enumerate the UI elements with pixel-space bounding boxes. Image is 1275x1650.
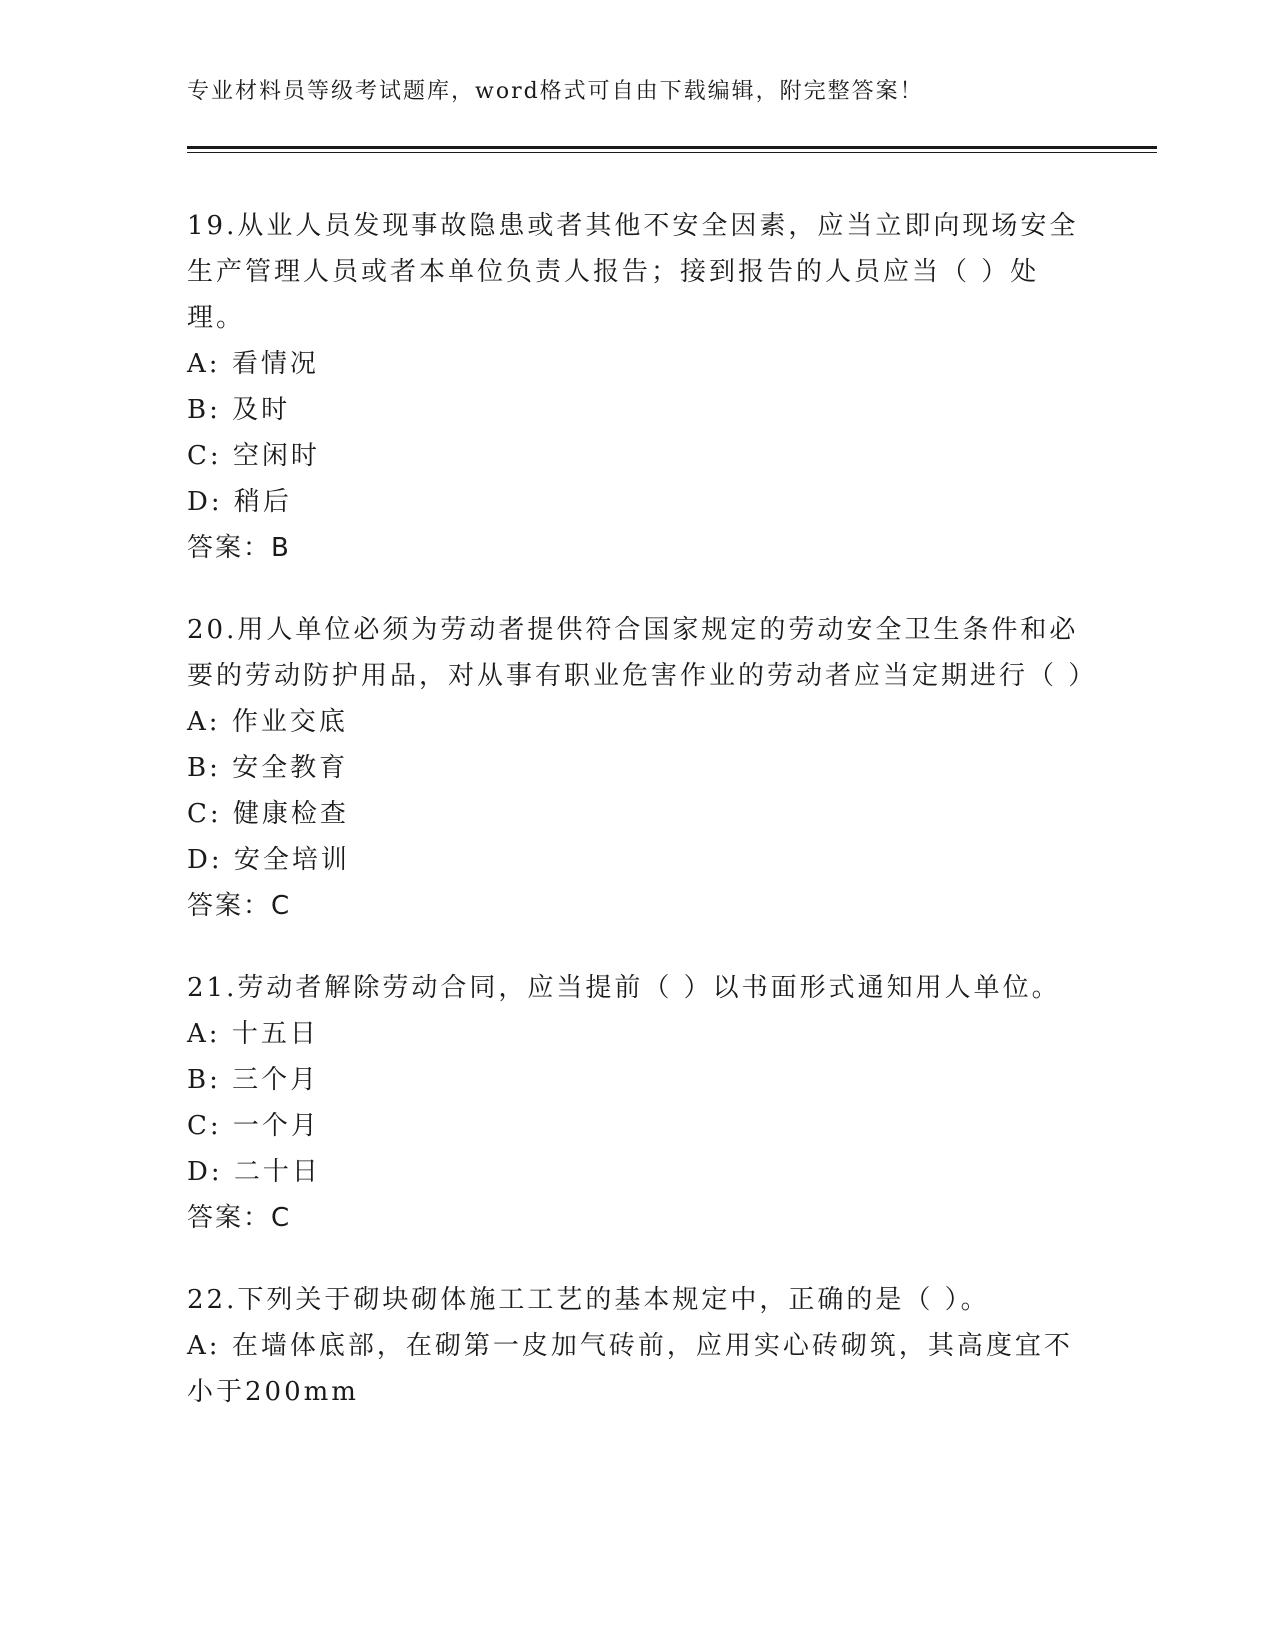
question-text: 19.从业人员发现事故隐患或者其他不安全因素，应当立即向现场安全生产管理人员或者本单位负责人报告；接到报告的人员应当（ ）处理。 [187, 211, 1079, 333]
option-d [187, 1149, 1087, 1195]
option-key: A: [187, 1331, 221, 1361]
option-text: 稍后 [233, 487, 292, 517]
option-text: 在墙体底部，在砌第一皮加气砖前，应用实心砖砌筑，其高度宜不小于200mm [187, 1331, 1073, 1407]
question-21 [187, 965, 1087, 1241]
option-text: 三个月 [232, 1065, 320, 1095]
option-text: 安全教育 [232, 753, 349, 783]
question-text: 22.下列关于砌块砌体施工工艺的基本规定中，正确的是（ ）。 [187, 1285, 990, 1315]
option-key: B: [187, 753, 221, 783]
option-a [187, 1323, 1087, 1415]
option-text: 健康检查 [232, 799, 349, 829]
option-key: B: [187, 395, 221, 425]
option-a [187, 341, 1087, 387]
option-a [187, 1011, 1087, 1057]
option-key: D: [187, 845, 223, 875]
option-c [187, 1103, 1087, 1149]
option-key: A: [187, 1019, 221, 1049]
header-divider [187, 146, 1157, 153]
option-d [187, 479, 1087, 525]
option-key: D: [187, 487, 223, 517]
option-text: 看情况 [231, 349, 319, 379]
option-c [187, 791, 1087, 837]
option-b [187, 1057, 1087, 1103]
question-list [187, 203, 1098, 1451]
option-text: 十五日 [231, 1019, 319, 1049]
option-text: 空闲时 [232, 441, 320, 471]
option-key: C: [187, 441, 222, 471]
option-text: 作业交底 [231, 707, 348, 737]
question-text: 21.劳动者解除劳动合同，应当提前（ ）以书面形式通知用人单位。 [187, 973, 1061, 1003]
option-key: A: [187, 349, 221, 379]
option-key: D: [187, 1157, 223, 1187]
answer: 答案：C [187, 1203, 292, 1233]
question-22 [187, 1277, 1087, 1415]
question-20 [187, 607, 1098, 929]
answer: 答案：C [187, 891, 292, 921]
option-key: A: [187, 707, 221, 737]
question-19 [187, 203, 1087, 571]
option-b [187, 387, 1087, 433]
option-d [187, 837, 1087, 883]
page-header: 专业材料员等级考试题库，word格式可自由下载编辑，附完整答案！ [187, 79, 924, 104]
option-text: 安全培训 [233, 845, 350, 875]
option-text: 及时 [232, 395, 291, 425]
option-c [187, 433, 1087, 479]
option-key: C: [187, 799, 222, 829]
option-key: B: [187, 1065, 221, 1095]
option-b [187, 745, 1087, 791]
option-a [187, 699, 1087, 745]
option-key: C: [187, 1111, 222, 1141]
option-text: 二十日 [233, 1157, 321, 1187]
question-text: 20.用人单位必须为劳动者提供符合国家规定的劳动安全卫生条件和必要的劳动防护用品，对从事有职业危害作业的劳动者应当定期进行（ ） [187, 615, 1098, 691]
option-text: 一个月 [232, 1111, 320, 1141]
answer: 答案：B [187, 533, 291, 563]
